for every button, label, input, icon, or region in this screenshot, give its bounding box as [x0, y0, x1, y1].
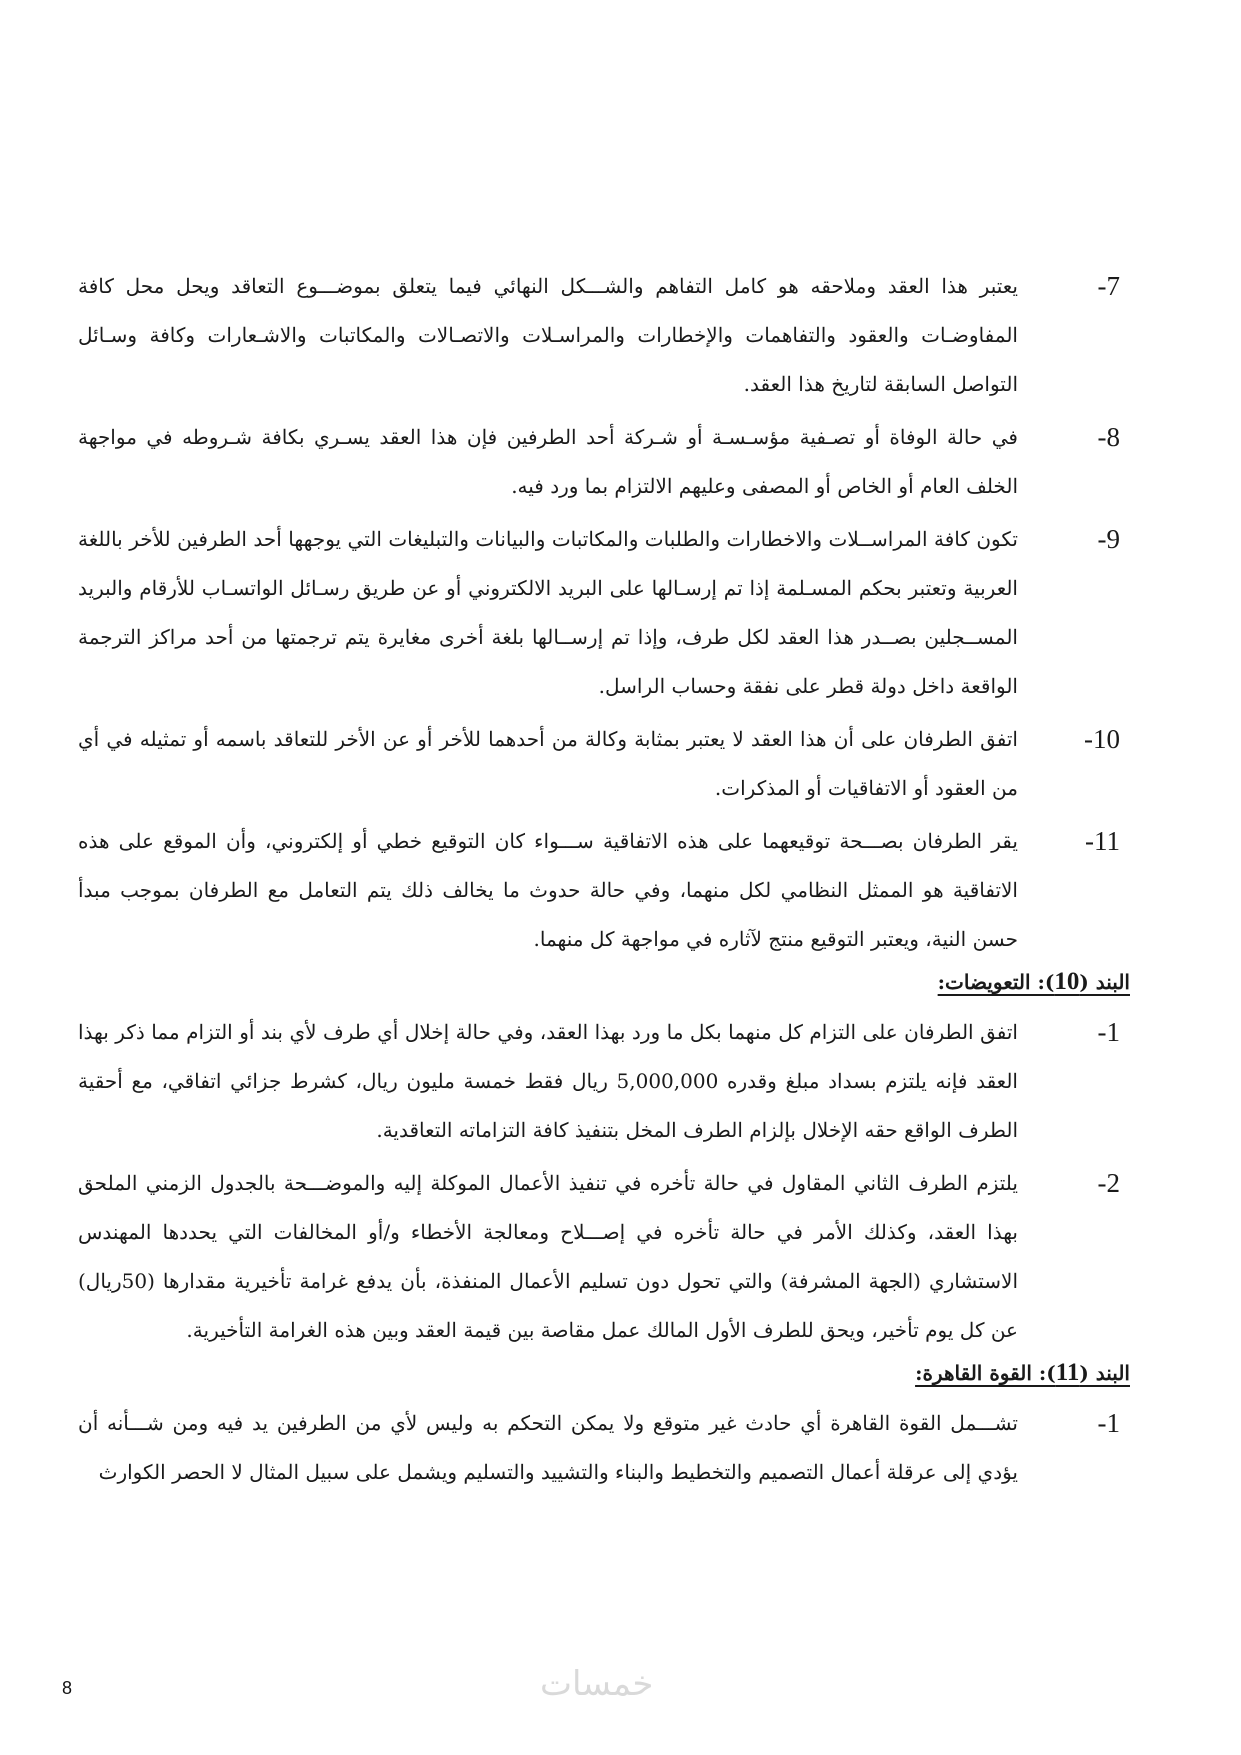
clause-number: 2- — [1097, 1168, 1120, 1198]
section-heading-compensations — [78, 964, 1130, 1000]
section-number: 10 — [1054, 968, 1080, 995]
section-title: ): التعويضات: — [937, 970, 1055, 994]
clause-text: يلتزم الطرف الثاني المقاول في حالة تأخره في تنفيذ الأعمال الموكلة إليه والموضـــحة بالجدول الزمني الملحق بهذا العقد، وكذلك الأمر في حالة تأخره في إصـــلاح ومعالجة الأخطاء و/أو المخالفات التي يحددها المهندس الاستشاري (الجهة المشرفة) والتي تحول دون تسليم الأعمال المنفذة، بأن يدفع غرامة تأخيرية مقدارها (50ريال) عن كل يوم تأخير، ويحق للطرف الأول المالك عمل مقاصة بين قيمة العقد وبين هذه الغرامة التأخيرية. — [78, 1171, 1018, 1342]
clause-number: 8- — [1097, 422, 1120, 452]
clause-text: يعتبر هذا العقد وملاحقه هو كامل التفاهم والشـــكل النهائي فيما يتعلق بموضـــوع التعاقد ويحل محل كافة المفاوضـات والعقود والتفاهمات والإخطارات والمراسـلات والاتصـالات والمكاتبات والاشـعارات وكافة وسـائل التواصل السابقة لتاريخ هذا العقد. — [78, 274, 1018, 396]
clause-text: اتفق الطرفان على أن هذا العقد لا يعتبر بمثابة وكالة من أحدهما للأخر أو عن الأخر للتعاقد باسمه أو تمثيله في أي من العقود أو الاتفاقيات أو المذكرات. — [78, 727, 1018, 800]
clause-text: يقر الطرفان بصـــحة توقيعهما على هذه الاتفاقية ســـواء كان التوقيع خطي أو إلكتروني، وأن الموقع على هذه الاتفاقية هو الممثل النظامي لكل منهما، وفي حالة حدوث ما يخالف ذلك يتم التعامل مع الطرفان بموجب مبدأ حسن النية، ويعتبر التوقيع منتج لآثاره في مواجهة كل منهما. — [78, 829, 1018, 951]
section-number: 11 — [1055, 1359, 1080, 1386]
section-prefix: البند ( — [1079, 970, 1130, 994]
clause-9 — [78, 515, 1130, 711]
clause-number: 9- — [1097, 524, 1120, 554]
clause-number: 1- — [1097, 1408, 1120, 1438]
clause-text: تكون كافة المراســلات والاخطارات والطلبات والمكاتبات والبيانات والتبليغات التي يوجهها أحد الطرفين للأخر باللغة العربية وتعتبر بحكم المسـلمة إذا تم إرسـالها على البريد الالكتروني أو عن طريق رسـائل الواتسـاب للأرقام والبريد المســجلين بصــدر هذا العقد لكل طرف، وإذا تم إرســالها بلغة أخرى مغايرة يتم ترجمتها من أحد مراكز الترجمة الواقعة داخل دولة قطر على نفقة وحساب الراسل. — [78, 527, 1018, 698]
clause-number: 10- — [1084, 724, 1120, 754]
clause-number: 1- — [1097, 1017, 1120, 1047]
clause-text: في حالة الوفاة أو تصـفية مؤسـسـة أو شـركة أحد الطرفين فإن هذا العقد يسـري بكافة شـروطه في مواجهة الخلف العام أو الخاص أو المصفى وعليهم الالتزام بما ورد فيه. — [78, 425, 1018, 498]
clause-text: اتفق الطرفان على التزام كل منهما بكل ما ورد بهذا العقد، وفي حالة إخلال أي طرف لأي بند أو التزام مما ذكر بهذا العقد فإنه يلتزم بسداد مبلغ وقدره 5,000,000 ريال فقط خمسة مليون ريال، كشرط جزائي اتفاقي، مع أحقية الطرف الواقع حقه الإخلال بإلزام الطرف المخل بتنفيذ كافة التزاماته التعاقدية. — [78, 1020, 1018, 1142]
clause-8 — [78, 413, 1130, 511]
clause-number: 7- — [1097, 271, 1120, 301]
section-title: ): القوة القاهرة: — [915, 1361, 1056, 1385]
clause-11 — [78, 817, 1130, 964]
section-heading-force-majeure — [78, 1355, 1130, 1391]
section-prefix: البند ( — [1079, 1361, 1130, 1385]
compensation-clause-2 — [78, 1159, 1130, 1355]
watermark-logo: خمسات — [540, 1664, 654, 1704]
document-body — [78, 262, 1130, 1497]
clause-7 — [78, 262, 1130, 409]
force-majeure-clause-1 — [78, 1399, 1130, 1497]
clause-10 — [78, 715, 1130, 813]
compensation-clause-1 — [78, 1008, 1130, 1155]
page-number: 8 — [62, 1678, 73, 1698]
clause-number: 11- — [1085, 826, 1120, 856]
clause-text: تشـــمل القوة القاهرة أي حادث غير متوقع ولا يمكن التحكم به وليس لأي من الطرفين يد فيه ومن شـــأنه أن يؤدي إلى عرقلة أعمال التصميم والتخطيط والبناء والتشييد والتسليم ويشمل على سبيل المثال لا الحصر الكوارث — [78, 1411, 1018, 1484]
